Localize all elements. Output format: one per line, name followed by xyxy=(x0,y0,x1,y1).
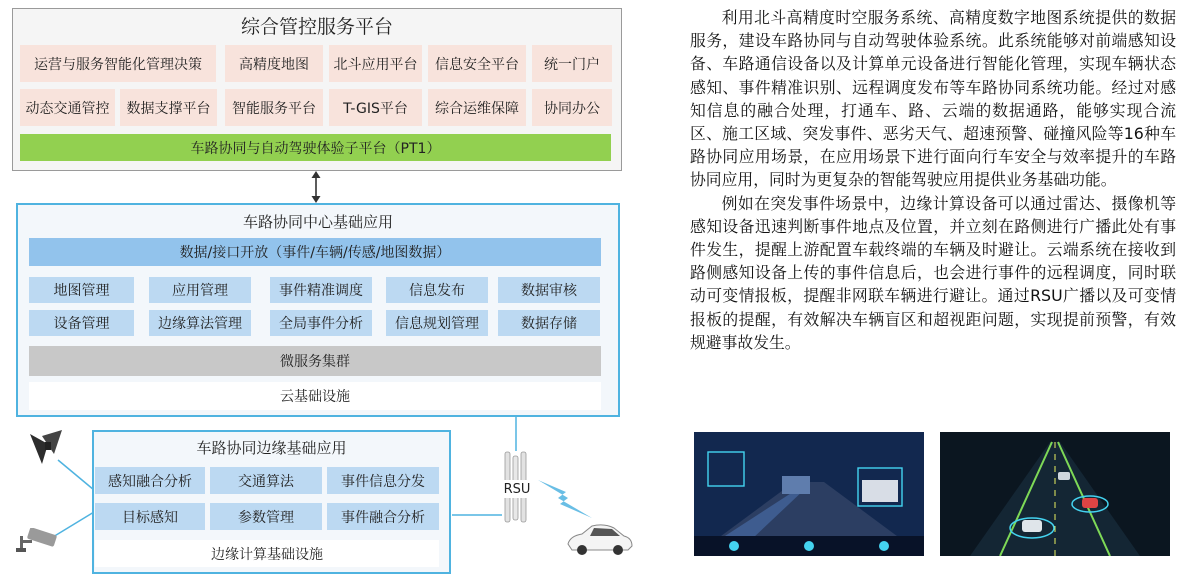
center-cell: 应用管理 xyxy=(149,277,251,303)
edge-cell: 目标感知 xyxy=(95,503,205,530)
wireless-signal-icon xyxy=(536,478,594,520)
smart-road-image xyxy=(940,432,1170,556)
center-cell: 设备管理 xyxy=(29,310,134,336)
platform-cell: 统一门户 xyxy=(532,45,612,82)
description-text xyxy=(690,6,1176,354)
camera-icon xyxy=(14,528,58,554)
paragraph-1: 利用北斗高精度时空服务系统、高精度数字地图系统提供的数据服务，建设车路协同与自动驾驶体验系统。此系统能够对前端感知设备、车路通信设备以及计算单元设备进行智能化管理，实现车辆状态感知、事件精准识别、远程调度发布等车路协同系统功能。经过对感知信息的融合处理，打通车、路、云端的数据通路，能够实现合流区、施工区域、突发事件、恶劣天气、超速预警、碰撞风险等16种车路协同应用场景，在应用场景下进行面向行车安全与效率提升的车路协同应用，同时为更复杂的智能驾驶应用提供业务基础功能。 xyxy=(690,8,1176,190)
platform-cell: 高精度地图 xyxy=(225,45,323,82)
center-cell: 事件精准调度 xyxy=(270,277,372,303)
center-title: 车路协同中心基础应用 xyxy=(242,212,393,231)
center-cell: 地图管理 xyxy=(29,277,134,303)
paragraph-2: 例如在突发事件场景中，边缘计算设备可以通过雷达、摄像机等感知设备迅速判断事件地点及位置，并立刻在路侧进行广播此处有事件发生，提醒上游配置车载终端的车辆及时避让。云端系统在接收到路侧感知设备上传的事件信息后，也会进行事件的远程调度，同时联动可变情报板，提醒非网联车辆进行避让。通过RSU广播以及可变情报板的提醒，有效解决车辆盲区和超视距问题，实现提前预警，有效规避事故发生。 xyxy=(690,193,1176,352)
platform-cell: T-GIS平台 xyxy=(329,89,422,126)
platform-cell: 数据支撑平台 xyxy=(120,89,217,126)
edge-infra-bar: 边缘计算基础设施 xyxy=(95,540,439,567)
data-interface-bar: 数据/接口开放（事件/车辆/传感/地图数据） xyxy=(29,238,601,266)
hud-scene-image xyxy=(694,432,924,556)
subplatform-bar: 车路协同与自动驾驶体验子平台（PT1） xyxy=(20,134,611,161)
edge-cell: 事件融合分析 xyxy=(327,503,439,530)
center-cell: 全局事件分析 xyxy=(270,310,372,336)
radar-icon xyxy=(28,430,66,466)
microservice-bar: 微服务集群 xyxy=(29,346,601,376)
center-cell: 数据存储 xyxy=(498,310,600,336)
cloud-infra-bar: 云基础设施 xyxy=(29,382,601,410)
center-cell: 数据审核 xyxy=(498,277,600,303)
edge-cell: 交通算法 xyxy=(210,467,322,494)
platform-cell: 智能服务平台 xyxy=(225,89,323,126)
platform-cell: 协同办公 xyxy=(532,89,612,126)
platform-cell: 综合运维保障 xyxy=(428,89,526,126)
center-cell: 信息规划管理 xyxy=(386,310,488,336)
platform-cell: 动态交通管控 xyxy=(20,89,115,126)
edge-cell: 参数管理 xyxy=(210,503,322,530)
platform-cell: 运营与服务智能化管理决策 xyxy=(20,45,216,82)
platform-cell: 北斗应用平台 xyxy=(329,45,422,82)
center-cell: 信息发布 xyxy=(386,277,488,303)
edge-title: 车路协同边缘基础应用 xyxy=(196,438,347,457)
center-cell: 边缘算法管理 xyxy=(149,310,251,336)
car-icon xyxy=(564,520,634,556)
edge-cell: 感知融合分析 xyxy=(95,467,205,494)
platform-cell: 信息安全平台 xyxy=(428,45,526,82)
platform-title: 综合管控服务平台 xyxy=(240,15,393,38)
edge-cell: 事件信息分发 xyxy=(327,467,439,494)
rsu-label: RSU xyxy=(500,480,534,498)
